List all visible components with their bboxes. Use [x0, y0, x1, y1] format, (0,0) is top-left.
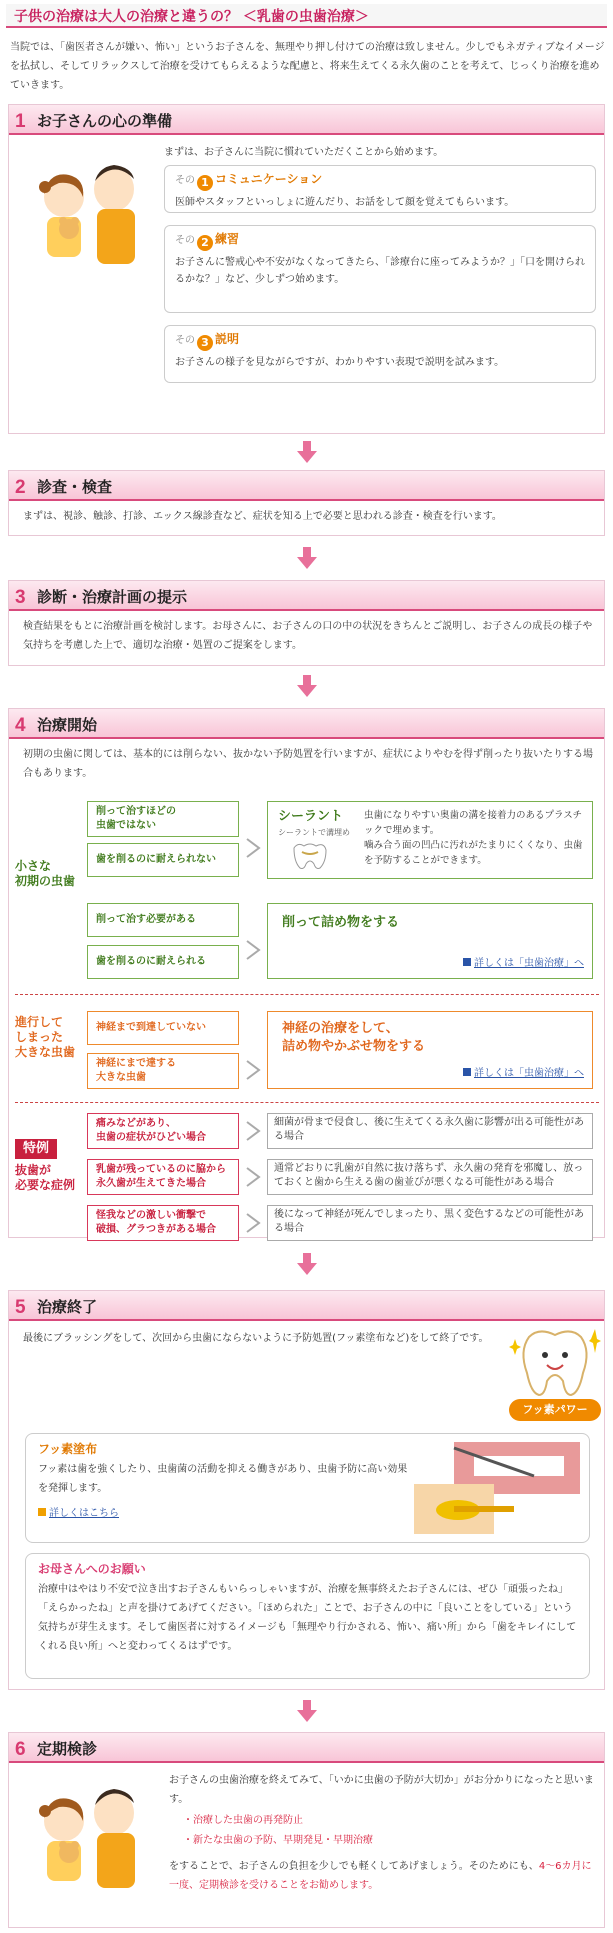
section-3-header — [9, 581, 604, 611]
reason-permanent-tooth-erupting: 通常どおりに乳歯が自然に抜け落ちず、永久歯の発育を邪魔し、放っておくと歯から生える歯の歯並びが悪くなる可能性がある場合 — [267, 1159, 593, 1195]
section-title: お子さんの心の準備 — [37, 112, 173, 130]
chevron-right-icon — [243, 939, 265, 961]
fluoride-detail-link[interactable] — [38, 1506, 119, 1523]
chevron-right-icon — [243, 837, 265, 859]
step-heading: 練習 — [215, 232, 240, 246]
down-arrow-icon — [297, 1253, 317, 1275]
fluoride-card — [25, 1433, 590, 1543]
intro-text: 当院では、「歯医者さんが嫌い、怖い」というお子さんを、無理やり押し付けての治療は致しません。少しでもネガティブなイメージを払拭し、そしてリラックスして治療を受けてもらえるような配慮と、将来生えてくる永久歯のことを考えて、じっくり治療を進めていきます。 — [10, 42, 605, 91]
section-1-header — [9, 105, 604, 135]
down-arrow-icon — [297, 675, 317, 697]
section-1 — [8, 104, 605, 434]
step-heading: 説明 — [215, 332, 240, 346]
section-number: 5 — [15, 1297, 26, 1318]
step-box-2 — [164, 225, 596, 313]
condition-no-drilling-needed: 削って治すほどの 虫歯ではない — [87, 801, 239, 837]
closing-text: をすることで、お子さんの負担を少しでも軽くしてあげましょう。そのためにも、 — [169, 1861, 539, 1872]
condition-reached-nerve: 神経にまで達する 大きな虫歯 — [87, 1053, 239, 1089]
category-advanced-cavity: 進行して しまった 大きな虫歯 — [15, 1015, 76, 1059]
nerve-treatment-text: 神経の治療をして、 詰め物やかぶせ物をする — [282, 1021, 426, 1054]
link-arrow-icon — [463, 1068, 471, 1076]
category-extraction-needed: 抜歯が 必要な症例 — [15, 1163, 76, 1192]
nerve-treatment-box — [267, 1011, 593, 1089]
chevron-right-icon — [243, 1120, 265, 1142]
section-5-body: 最後にブラッシングをして、次回から虫歯にならないように予防処置(フッ素塗布など)をして終了です。 — [23, 1333, 489, 1344]
step-prefix: その — [175, 235, 195, 246]
condition-permanent-tooth-erupting: 乳歯が残っているのに脇から 永久歯が生えてきた場合 — [87, 1159, 239, 1195]
request-to-mothers-card — [25, 1553, 590, 1679]
special-case-badge: 特例 — [15, 1139, 57, 1159]
section-title: 治療終了 — [37, 1298, 98, 1316]
request-body: 治療中はやはり不安で泣き出すお子さんもいらっしゃいますが、治療を無事終えたお子さんには、ぜひ「頑張ったね」「えらかったね」と声を掛けてあげてください。「ほめられた」ことで、お子さんの中に「良いことをしている」という気持ちが芽生えます。そして歯医者に対するイメージも「無理やり行かされる、怖い、痛い所」から「歯をキレイにしてくれる良い所」へと変わってくるはずです。 — [38, 1584, 577, 1652]
section-number: 4 — [15, 715, 26, 736]
sealant-box — [267, 801, 593, 879]
step-number-badge: 1 — [197, 175, 213, 191]
fluoride-body: フッ素は歯を強くしたり、虫歯菌の活動を抑える働きがあり、虫歯予防に高い効果を発揮します。 — [38, 1464, 408, 1494]
step-box-1 — [164, 165, 596, 213]
condition-cannot-tolerate-drilling: 歯を削るのに耐えられない — [87, 843, 239, 877]
section-2 — [8, 470, 605, 536]
condition-can-tolerate-drilling: 歯を削るのに耐えられる — [87, 945, 239, 979]
cavity-treatment-link-2[interactable] — [463, 1066, 584, 1083]
step-number-badge: 2 — [197, 235, 213, 251]
checkup-benefit-2: ・新たな虫歯の予防、早期発見・早期治療 — [183, 1835, 373, 1846]
section-5 — [8, 1290, 605, 1690]
section-title: 診査・検査 — [37, 478, 113, 496]
fluoride-photo — [414, 1442, 580, 1534]
sealant-caption: シーラントで溝埋め — [278, 828, 350, 837]
section-2-header — [9, 471, 604, 501]
link-text[interactable]: 詳しくはこちら — [49, 1508, 119, 1519]
chevron-right-icon — [243, 1212, 265, 1234]
section-5-header — [9, 1291, 604, 1321]
divider — [15, 994, 599, 995]
chevron-right-icon — [243, 1059, 265, 1081]
closing-highlight: 4〜6カ月に一度、定期検診を受けることをお勧めします。 — [169, 1861, 592, 1891]
section-6-header — [9, 1733, 604, 1763]
sealant-description: 虫歯になりやすい奥歯の溝を接着力のあるプラスチックで埋めます。 噛み合う面の凹凸に汚れがたまりにくくなり、虫歯を予防することができます。 — [364, 810, 583, 866]
link-text[interactable]: 詳しくは「虫歯治療」へ — [474, 957, 584, 969]
chevron-right-icon — [243, 1166, 265, 1188]
link-text[interactable]: 詳しくは「虫歯治療」へ — [474, 1067, 584, 1079]
step-label — [175, 230, 585, 251]
section-number: 3 — [15, 587, 26, 608]
checkup-benefit-1: ・治療した虫歯の再発防止 — [183, 1815, 303, 1826]
section-4-body: 初期の虫歯に関しては、基本的には削らない、抜かない予防処置を行いますが、症状によりやむを得ず削ったり抜いたりする場合もあります。 — [23, 749, 593, 779]
condition-drilling-needed: 削って治す必要がある — [87, 903, 239, 937]
filling-text: 削って詰め物をする — [282, 915, 400, 930]
divider — [15, 1102, 599, 1103]
condition-injury-damage: 怪我などの激しい衝撃で 破損、グラつきがある場合 — [87, 1205, 239, 1241]
step-heading: コミュニケーション — [215, 172, 323, 186]
step-body: お子さんに警戒心や不安がなくなってきたら、「診療台に座ってみようか？」「口を開けられるかな？」など、少しずつ始めます。 — [175, 257, 585, 285]
reason-severe-symptoms: 細菌が骨まで侵食し、後に生えてくる永久歯に影響が出る可能性がある場合 — [267, 1113, 593, 1149]
section-number: 6 — [15, 1739, 26, 1760]
step-prefix: その — [175, 335, 195, 346]
category-small-cavity: 小さな 初期の虫歯 — [15, 859, 76, 888]
section-6-body: お子さんの虫歯治療を終えてみて、「いかに虫歯の予防が大切か」がお分かりになったと思います。 — [169, 1775, 594, 1805]
section-title: 定期検診 — [37, 1740, 98, 1758]
step-label — [175, 170, 585, 191]
step-body: 医師やスタッフといっしょに遊んだり、お話をして顔を覚えてもらいます。 — [175, 197, 515, 208]
section-1-lead: まずは、お子さんに当院に慣れていただくことから始めます。 — [164, 147, 444, 158]
fluoride-power-badge: フッ素パワー — [509, 1399, 601, 1421]
cavity-treatment-link-1[interactable] — [463, 956, 584, 973]
section-3-body: 検査結果をもとに治療計画を検討します。お母さんに、お子さんの口の中の状況をきちんとご説明し、お子さんの成長の様子や気持ちを考慮した上で、適切な治療・処置のご提案をします。 — [23, 621, 593, 651]
down-arrow-icon — [297, 547, 317, 569]
request-title: お母さんへのお願い — [38, 1562, 146, 1576]
filling-box — [267, 903, 593, 979]
condition-severe-symptoms: 痛みなどがあり、 虫歯の症状がひどい場合 — [87, 1113, 239, 1149]
tooth-mascot-illustration — [509, 1325, 601, 1425]
page-title-bar — [6, 4, 607, 28]
section-4 — [8, 708, 605, 1238]
section-title: 診断・治療計画の提示 — [37, 588, 188, 606]
step-label — [175, 330, 585, 351]
down-arrow-icon — [297, 1700, 317, 1722]
section-number: 2 — [15, 477, 26, 498]
section-6 — [8, 1732, 605, 1928]
doctor-child-illustration — [19, 1773, 149, 1893]
sealant-title: シーラント — [278, 809, 344, 824]
step-body: お子さんの様子を見ながらですが、わかりやすい表現で説明を試みます。 — [175, 357, 505, 368]
tooth-sealant-icon — [290, 840, 330, 872]
section-4-header — [9, 709, 604, 739]
section-number: 1 — [15, 111, 26, 132]
link-arrow-icon — [463, 958, 471, 966]
fluoride-title: フッ素塗布 — [38, 1442, 98, 1456]
doctor-child-illustration — [19, 149, 149, 269]
down-arrow-icon — [297, 441, 317, 463]
reason-injury-damage: 後になって神経が死んでしまったり、黒く変色するなどの可能性がある場合 — [267, 1205, 593, 1241]
page-title: 子供の治療は大人の治療と違うの？ ＜乳歯の虫歯治療＞ — [14, 9, 369, 25]
step-prefix: その — [175, 175, 195, 186]
link-arrow-icon — [38, 1508, 46, 1516]
section-title: 治療開始 — [37, 716, 98, 734]
section-6-closing — [169, 1857, 597, 1895]
section-2-body: まずは、視診、触診、打診、エックス線診査など、症状を知る上で必要と思われる診査・検査を行います。 — [23, 511, 502, 522]
step-number-badge: 3 — [197, 335, 213, 351]
condition-not-reached-nerve: 神経まで到達していない — [87, 1011, 239, 1045]
step-box-3 — [164, 325, 596, 383]
section-3 — [8, 580, 605, 666]
